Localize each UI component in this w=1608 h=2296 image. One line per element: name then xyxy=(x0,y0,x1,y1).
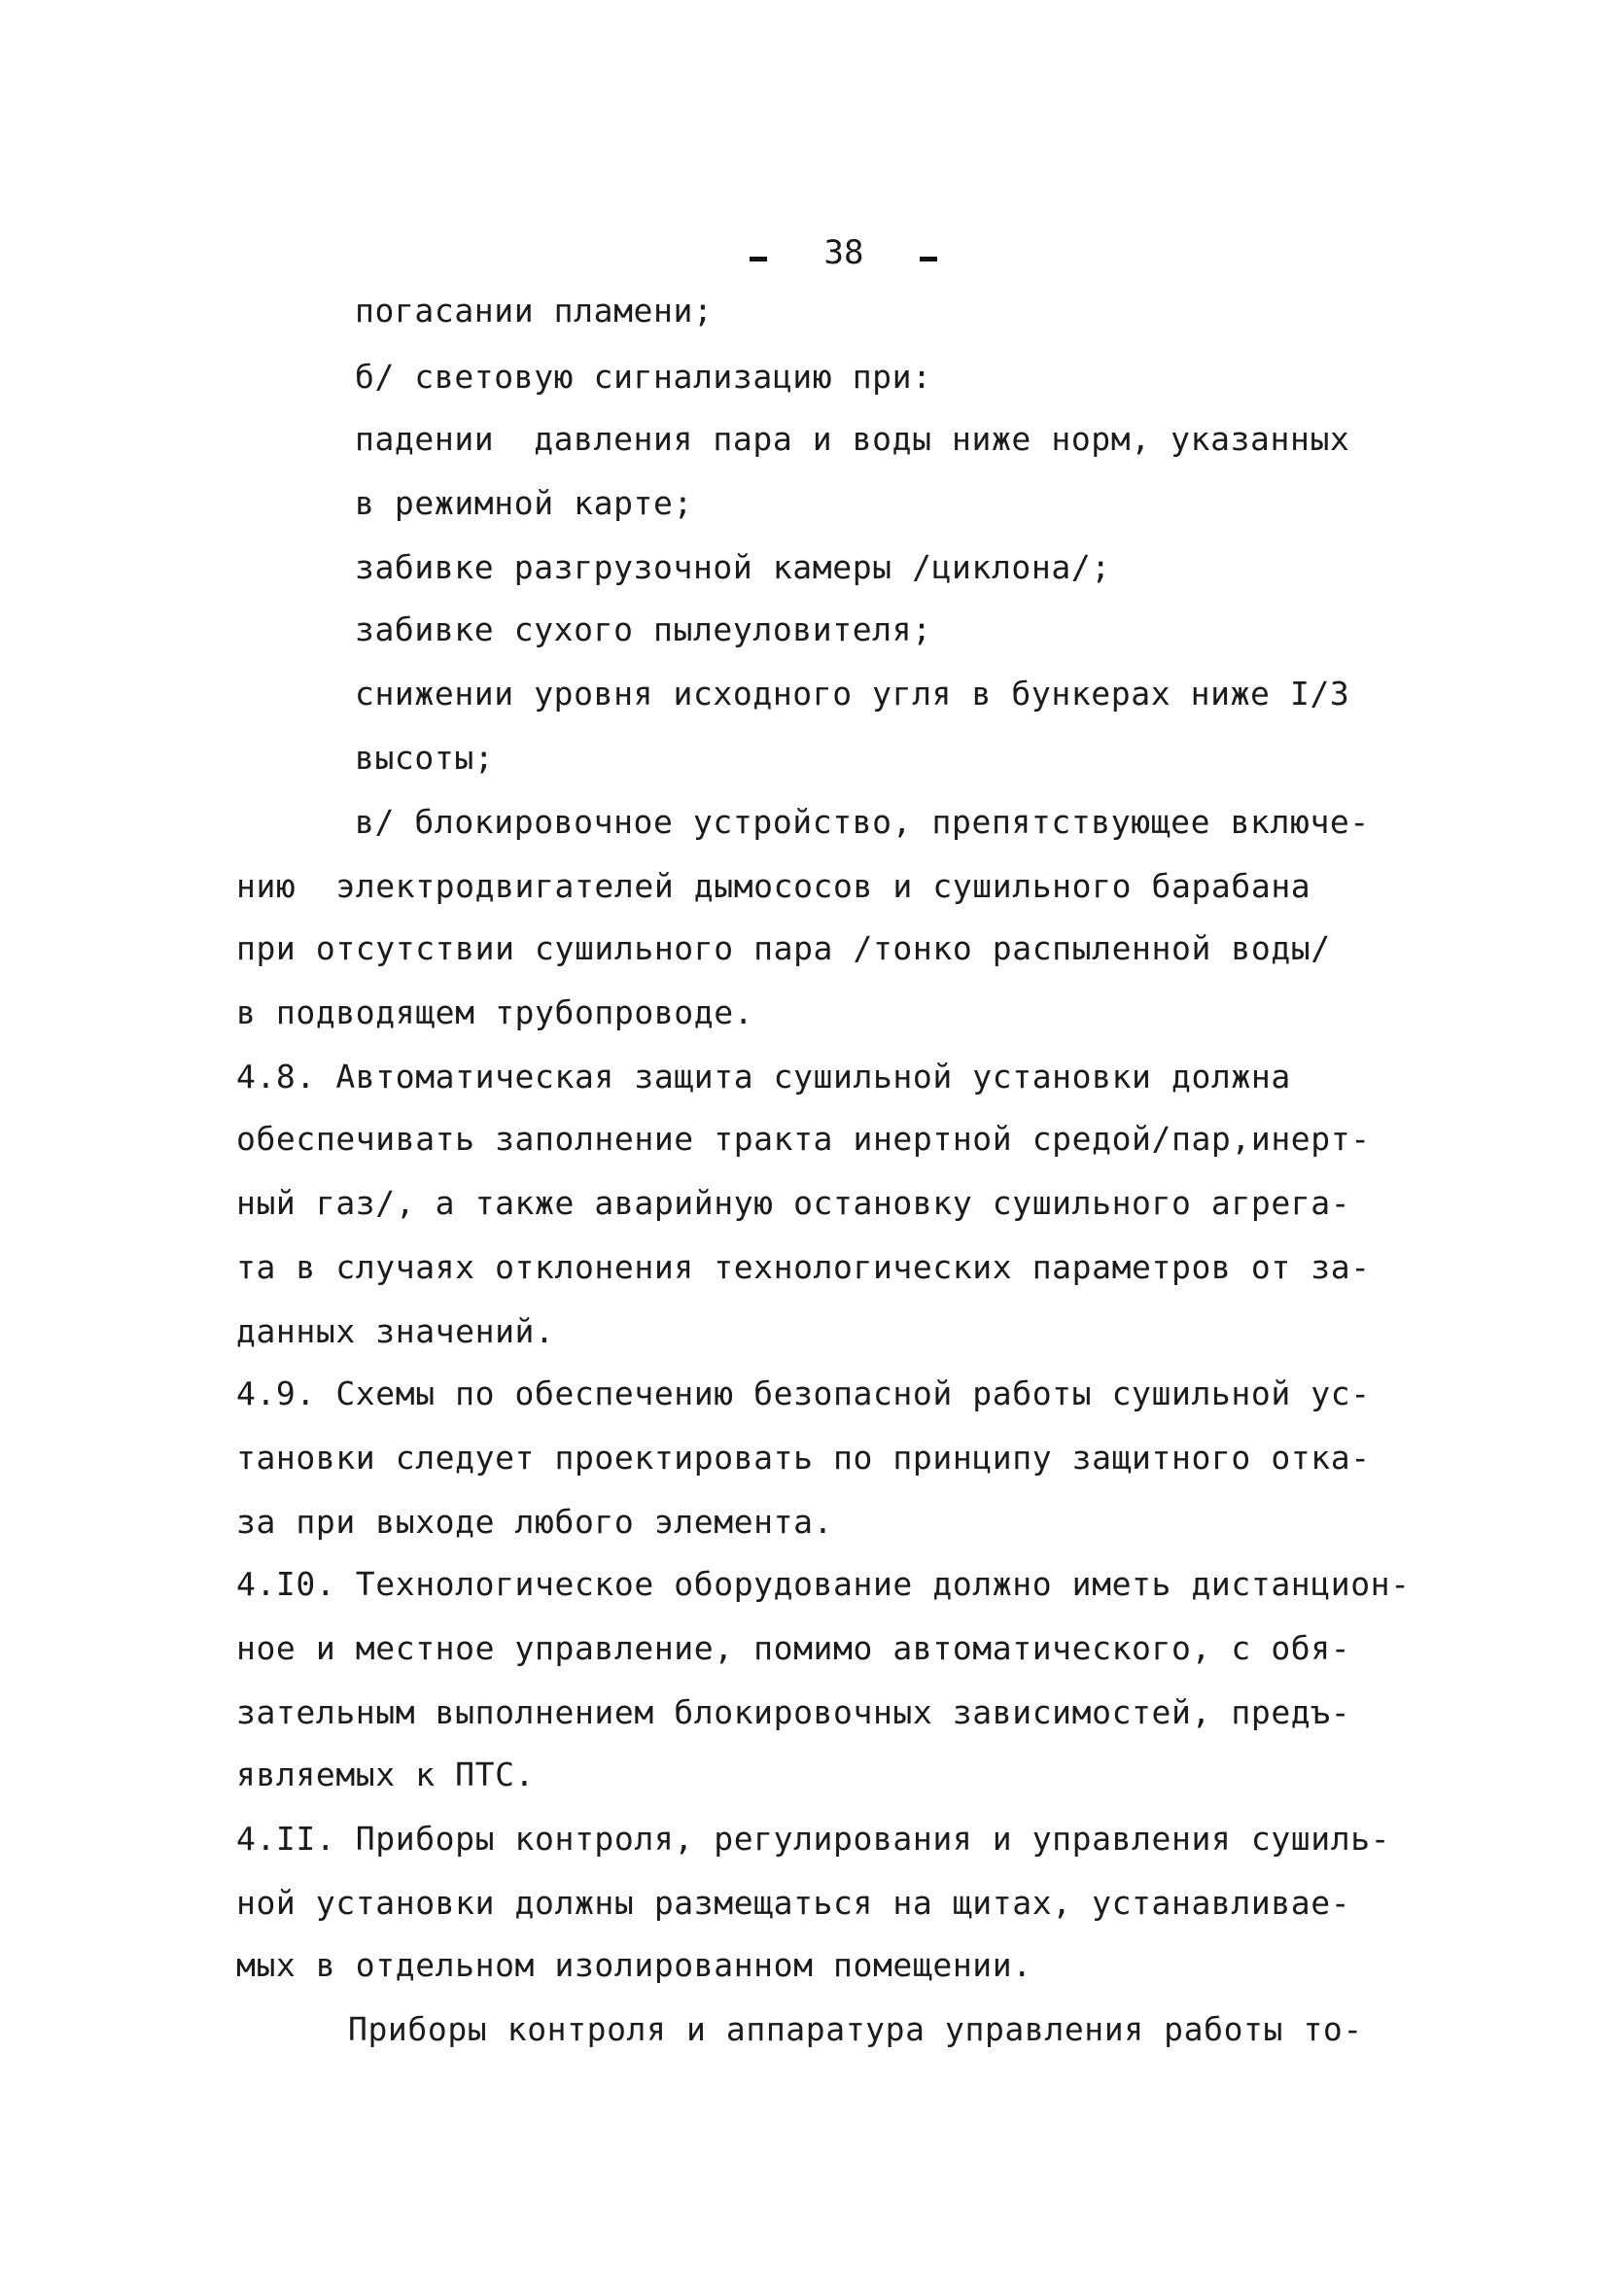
text-line: в/ блокировочное устройство, препятствующее включе- xyxy=(355,803,1370,841)
text-line: в подводящем трубопроводе. xyxy=(236,993,754,1031)
dash-left xyxy=(750,257,767,261)
text-line: снижении уровня исходного угля в бункерах ниже I/3 xyxy=(355,675,1350,713)
text-line: 4.8. Автоматическая защита сушильной установки должна xyxy=(236,1058,1291,1096)
text-line: та в случаях отклонения технологических параметров от за- xyxy=(236,1248,1371,1286)
text-line: зательным выполнением блокировочных зависимостей, предъ- xyxy=(236,1693,1351,1731)
text-line: падении давления пара и воды ниже норм, указанных xyxy=(355,420,1350,458)
text-line: забивке сухого пылеуловителя; xyxy=(355,610,932,648)
page-number: 38 xyxy=(823,232,864,272)
text-line: обеспечивать заполнение тракта инертной средой/пар,инерт- xyxy=(236,1120,1371,1158)
text-line: при отсутствии сушильного пара /тонко распыленной воды/ xyxy=(236,929,1331,967)
text-line: 4.9. Схемы по обеспечению безопасной работы сушильной ус- xyxy=(236,1374,1371,1412)
text-line: ный газ/, а также аварийную остановку сушильного агрега- xyxy=(236,1184,1351,1222)
text-line: б/ световую сигнализацию при: xyxy=(355,358,932,396)
text-line: тановки следует проектировать по принципу защитного отка- xyxy=(236,1439,1371,1477)
text-line: 4.I0. Технологическое оборудование должно иметь дистанцион- xyxy=(236,1565,1411,1603)
text-line: Приборы контроля и аппаратура управления работы то- xyxy=(348,2010,1363,2048)
text-line: ное и местное управление, помимо автоматического, с обя- xyxy=(236,1629,1351,1667)
text-line: забивке разгрузочной камеры /циклона/; xyxy=(355,548,1111,586)
text-line: ной установки должны размещаться на щитах, устанавливае- xyxy=(236,1884,1351,1922)
text-line: высоты; xyxy=(355,739,495,777)
text-line: за при выходе любого элемента. xyxy=(236,1503,834,1541)
text-line: 4.II. Приборы контроля, регулирования и управления сушиль- xyxy=(236,1820,1391,1858)
text-line: погасании пламени; xyxy=(355,292,714,330)
text-line: мых в отдельном изолированном помещении. xyxy=(236,1946,1032,1984)
text-line: данных значений. xyxy=(236,1312,555,1350)
text-line: являемых к ПТС. xyxy=(236,1756,536,1793)
text-line: нию электродвигателей дымососов и сушильного барабана xyxy=(236,867,1311,905)
dash-right xyxy=(920,257,937,261)
page-number-header xyxy=(0,192,1608,311)
text-line: в режимной карте; xyxy=(355,484,693,522)
